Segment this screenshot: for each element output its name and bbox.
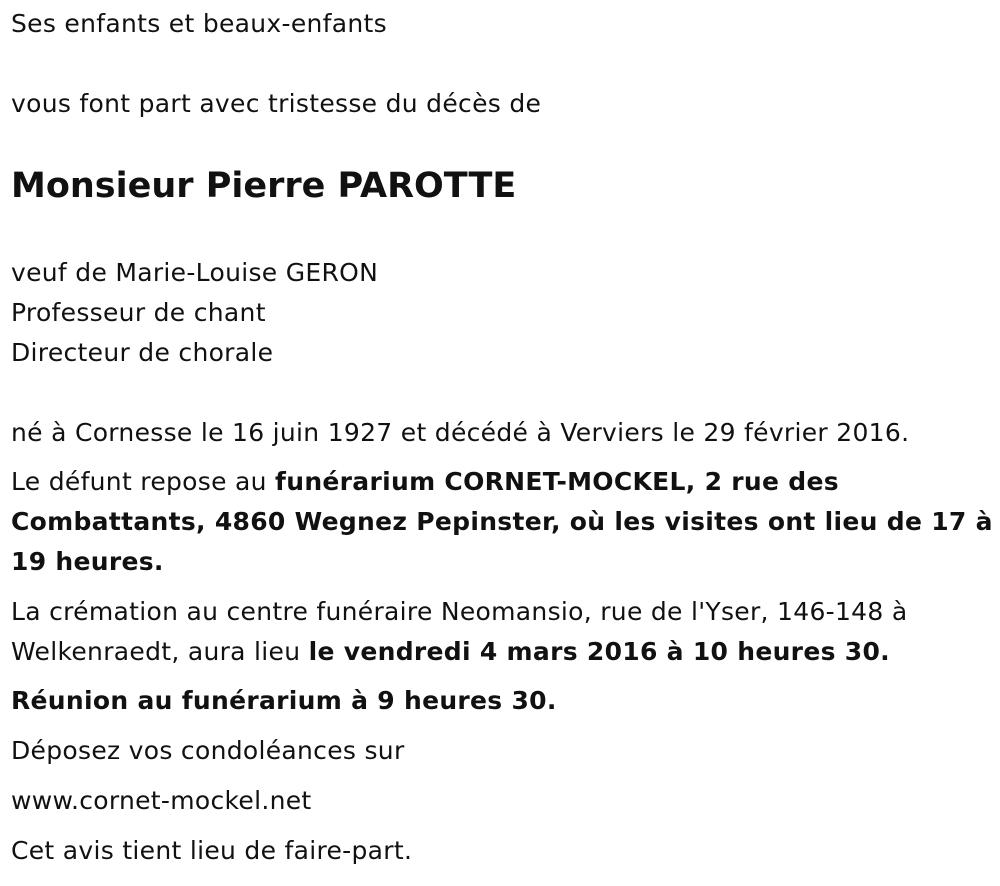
closing-text: Cet avis tient lieu de faire-part. xyxy=(11,836,413,865)
title-spouse: veuf de Marie-Louise GERON xyxy=(11,258,379,287)
intro-text: Ses enfants et beaux-enfants xyxy=(11,9,387,38)
birth-death-text: né à Cornesse le 16 juin 1927 et décédé à Verviers le 29 février 2016. xyxy=(11,418,910,447)
deceased-name: Monsieur Pierre PAROTTE xyxy=(11,166,517,206)
title-profession: Professeur de chant xyxy=(11,298,266,327)
website-link[interactable]: www.cornet-mockel.net xyxy=(11,786,312,815)
condolences-label: Déposez vos condoléances sur xyxy=(11,736,405,765)
repose-location: funérarium CORNET-MOCKEL, 2 rue des Combattants, 4860 Wegnez Pepinster, où les visites ont lieu de 17 à 19 heures. xyxy=(11,467,993,576)
cremation-paragraph xyxy=(11,592,971,672)
cremation-prefix: La crémation au centre funéraire Neomansio, rue de l'Yser, 146-148 à Welkenraedt, aura lieu xyxy=(11,597,908,666)
repose-prefix: Le défunt repose au xyxy=(11,467,276,496)
repose-paragraph xyxy=(11,462,993,582)
title-choir: Directeur de chorale xyxy=(11,338,274,367)
cremation-date: le vendredi 4 mars 2016 à 10 heures 30. xyxy=(308,637,890,666)
announcement-text: vous font part avec tristesse du décès de xyxy=(11,89,542,118)
meeting-text: Réunion au funérarium à 9 heures 30. xyxy=(11,686,557,715)
